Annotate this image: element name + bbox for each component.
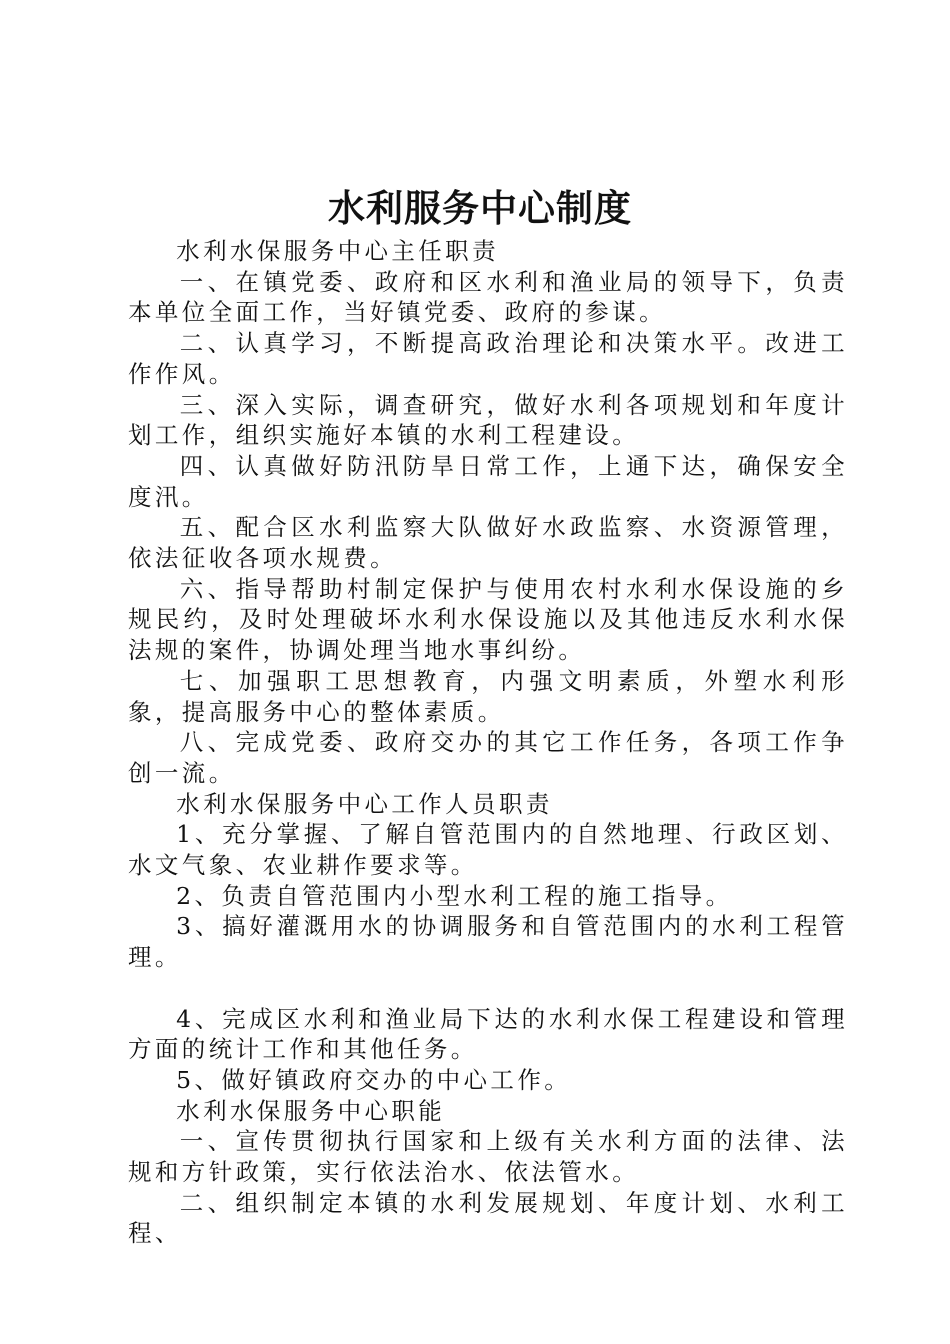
paragraph: 二、认真学习，不断提高政治理论和决策水平。改进工作作风。 bbox=[128, 329, 848, 388]
paragraph: 5、做好镇政府交办的中心工作。 bbox=[176, 1065, 572, 1094]
section-heading-staff-duties: 水利水保服务中心工作人员职责 bbox=[176, 789, 553, 818]
paragraph: 1、充分掌握、了解自管范围内的自然地理、行政区划、水文气象、农业耕作要求等。 bbox=[128, 820, 848, 880]
blank-line bbox=[128, 973, 848, 1004]
document-title: 水利服务中心制度 bbox=[328, 186, 632, 230]
paragraph: 一、宣传贯彻执行国家和上级有关水利方面的法律、法规和方针政策，实行依法治水、依法管水。 bbox=[128, 1127, 848, 1187]
paragraph: 七、加强职工思想教育，内强文明素质，外塑水利形象，提高服务中心的整体素质。 bbox=[128, 666, 848, 726]
paragraph: 四、认真做好防汛防旱日常工作，上通下达，确保安全度汛。 bbox=[128, 451, 848, 511]
document-body bbox=[128, 236, 848, 1249]
paragraph: 三、深入实际，调查研究，做好水利各项规划和年度计划工作，组织实施好本镇的水利工程建设。 bbox=[128, 390, 848, 450]
paragraph: 4、完成区水利和渔业局下达的水利水保工程建设和管理方面的统计工作和其他任务。 bbox=[128, 1004, 848, 1064]
paragraph: 五、配合区水利监察大队做好水政监察、水资源管理，依法征收各项水规费。 bbox=[128, 513, 848, 573]
paragraph: 2、负责自管范围内小型水利工程的施工指导。 bbox=[176, 881, 733, 910]
paragraph: 一、在镇党委、政府和区水利和渔业局的领导下，负责本单位全面工作，当好镇党委、政府的参谋。 bbox=[128, 267, 848, 327]
section-heading-director-duties: 水利水保服务中心主任职责 bbox=[176, 237, 499, 265]
paragraph: 八、完成党委、政府交办的其它工作任务，各项工作争创一流。 bbox=[128, 728, 848, 787]
section-heading-center-functions: 水利水保服务中心职能 bbox=[176, 1096, 446, 1125]
paragraph: 二、组织制定本镇的水利发展规划、年度计划、水利工程、 bbox=[128, 1188, 848, 1248]
paragraph: 六、指导帮助村制定保护与使用农村水利水保设施的乡规民约，及时处理破坏水利水保设施以及其他违反水利水保法规的案件，协调处理当地水事纠纷。 bbox=[128, 574, 848, 665]
paragraph: 3、搞好灌溉用水的协调服务和自管范围内的水利工程管理。 bbox=[128, 912, 848, 972]
